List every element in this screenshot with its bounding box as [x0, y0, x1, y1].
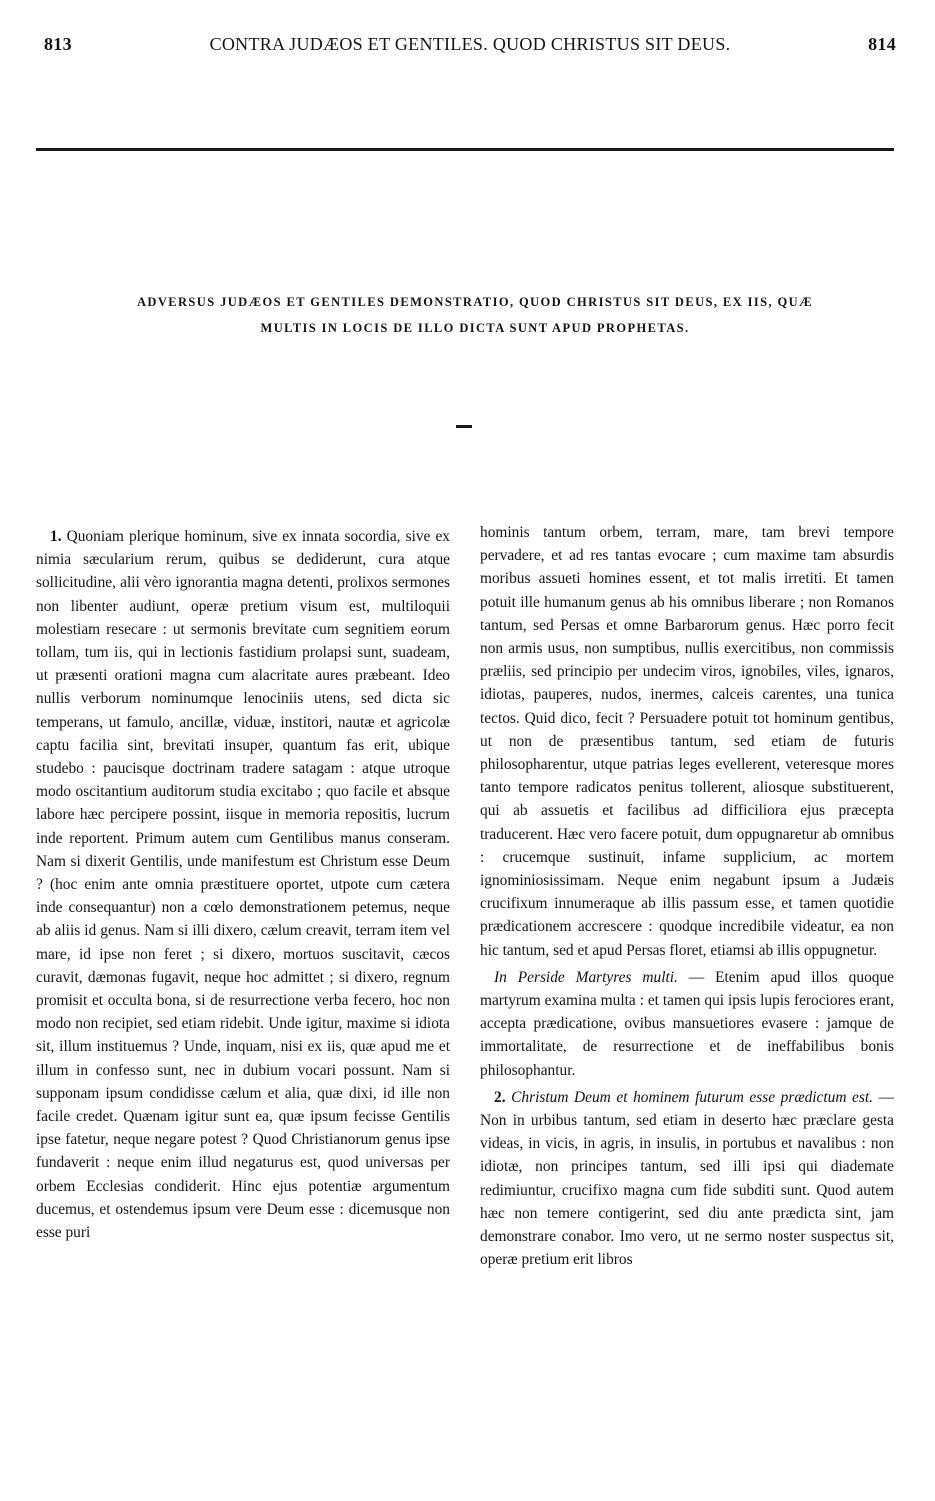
paragraph-text: — Non in urbibus tantum, sed etiam in deserto hæc præclare gesta videas, in vicis, in agris, in insulis, in portubus et navalibus : non idiotæ, non principes tantum, sed illi ipsi qui diademate redimiuntur, crucifixo magna cum fide subditi sunt. Quod autem hæc non temere contigerint, sed diu ante prædicta sint, jam demonstrare conabor. Imo vero, ut ne sermo noster suspectus sit, operæ pretium erit libros [480, 1088, 894, 1269]
paragraph-heading: In Perside Martyres multi. [494, 968, 678, 986]
paragraph-1-continued [480, 521, 894, 962]
section-title [60, 289, 890, 341]
paragraph-2 [480, 1086, 894, 1272]
header-rule [36, 148, 894, 151]
paragraph-text: hominis tantum orbem, terram, mare, tam brevi tempore pervadere, et ad res tantas evocare ; cum maxime tam absurdis moribus assueti homines essent, et tot malis irretiti. Et tamen potuit ille humanum genus ab his omnibus liberare ; non Romanos tantum, sed Persas et omne Barbarorum genus. Hæc porro fecit non armis usus, non sumptibus, nullis exercitibus, non commissis præliis, sed principio per undecim viros, ignobiles, viles, ignaros, idiotas, pauperes, nudos, inermes, calceis carentes, una tunica tectos. Quid dico, fecit ? Persuadere potuit tot hominum gentibus, ut non de præsentibus tantum, sed etiam de futuris philosopharentur, utque patrias leges evellerent, veteresque mores tanto tempore radicatos penitus tollerent, aliosque substituerent, qui ab assuetis et facilibus ad difficiliora ejus præcepta traducerent. Hæc vero facere potuit, dum oppugnaretur ab omnibus : crucemque sustinuit, infame supplicium, ac mortem ignominiosissimam. Neque enim negabunt ipsum a Judæis crucifixum innumeraque ab illis passum esse, et tamen quotidie prædicationem accrescere : quodque incredibile videatur, ea non hic tantum, sed et apud Persas floret, etiamsi ab illis oppugnetur. [480, 524, 894, 959]
title-separator [456, 425, 472, 428]
paragraph-text: Quoniam plerique hominum, sive ex innata socordia, sive ex nimia sæcularium rerum, quibus se dediderunt, cura atque sollicitudine, alii vèro ignorantia magna detenti, prolixos sermones non libenter audiunt, operæ pretium visum est, multiloquii molestiam resecare : ut sermonis brevitate cum segnitiem eorum tollam, tum iis, qui in lectionis fastidium prolapsi sunt, suadeam, ut præsenti orationi magna cum alacritate aures præbeant. Ideo nullis verborum nominumque lenociniis utens, sed dicta sic temperans, ut famulo, ancillæ, viduæ, institori, nautæ et agricolæ captu facilia sint, brevitati insuper, quantum fas erit, ubique studebo : paucisque doctrinam tradere satagam : atque utroque modo oscitantium auditorum studia excitabo ; quo facile et absque labore hæc percipere possint, iisque in memoria repositis, lucrum inde reportent. Primum autem cum Gentilibus manus conseram. Nam si dixerit Gentilis, unde manifestum est Christum esse Deum ? (hoc enim ante omnia præstituere oportet, utpote cum cætera inde consequantur) non a cœlo demonstrationem petemus, neque ab aliis id genus. Nam si illi dixero, cælum creavit, terram item vel mare, id ipse non feret ; si dixero, mortuos suscitavit, cæcos curavit, dæmonas fugavit, neque hoc admittet ; si dixero, regnum promisit et occulta bona, si de resurrectione verba fecero, hoc non modo non recipiet, sed etiam ridebit. Unde igitur, maxime si idiota sit, illum instituemus ? Unde, inquam, nisi ex iis, quæ apud me et illum in confesso sunt, nec in dubium vocari possunt. Nam si supponam ipsum condidisse cælum et alia, quæ dixi, id ille non facile credet. Quænam igitur sunt ea, quæ ipsum fecisse Gentilis ipse fatetur, neque negare potest ? Quod Christianorum genus ipse fundaverit : neque enim illud negaturus est, quod universas per orbem Ecclesias condiderit. Hinc ejus potentiæ argumentum ducemus, et ostendemus ipsum vere Deum esse : dicemusque non esse puri [36, 528, 450, 1242]
page-number-right: 814 [868, 34, 896, 54]
section-title-line-2: MULTIS IN LOCIS DE ILLO DICTA SUNT APUD PROPHETAS. [260, 321, 690, 335]
paragraph-1 [36, 525, 450, 1244]
paragraph-text: — Etenim apud illos quoque martyrum examina multa : et tamen qui ipsis lupis ferociores erant, accepta prædicatione, ovibus mansuetiores evasere : jamque de immortalitate, de resurrectione et de ineffabilibus bonis philosophantur. [480, 968, 894, 1079]
page-number-left: 813 [44, 34, 72, 54]
section-title-line-1: ADVERSUS JUDÆOS ET GENTILES DEMONSTRATIO, QUOD CHRISTUS SIT DEUS, EX IIS, QUÆ [136, 295, 813, 309]
paragraph-number: 1. [50, 528, 62, 545]
left-column [36, 521, 450, 1244]
running-title: CONTRA JUDÆOS ET GENTILES. QUOD CHRISTUS SIT DEUS. [209, 34, 731, 54]
paragraph-heading: Christum Deum et hominem futurum esse prædictum est. [511, 1088, 874, 1106]
running-header [44, 34, 896, 60]
right-column [480, 521, 894, 1272]
paragraph-martyrs [480, 966, 894, 1082]
paragraph-number: 2. [494, 1088, 506, 1106]
